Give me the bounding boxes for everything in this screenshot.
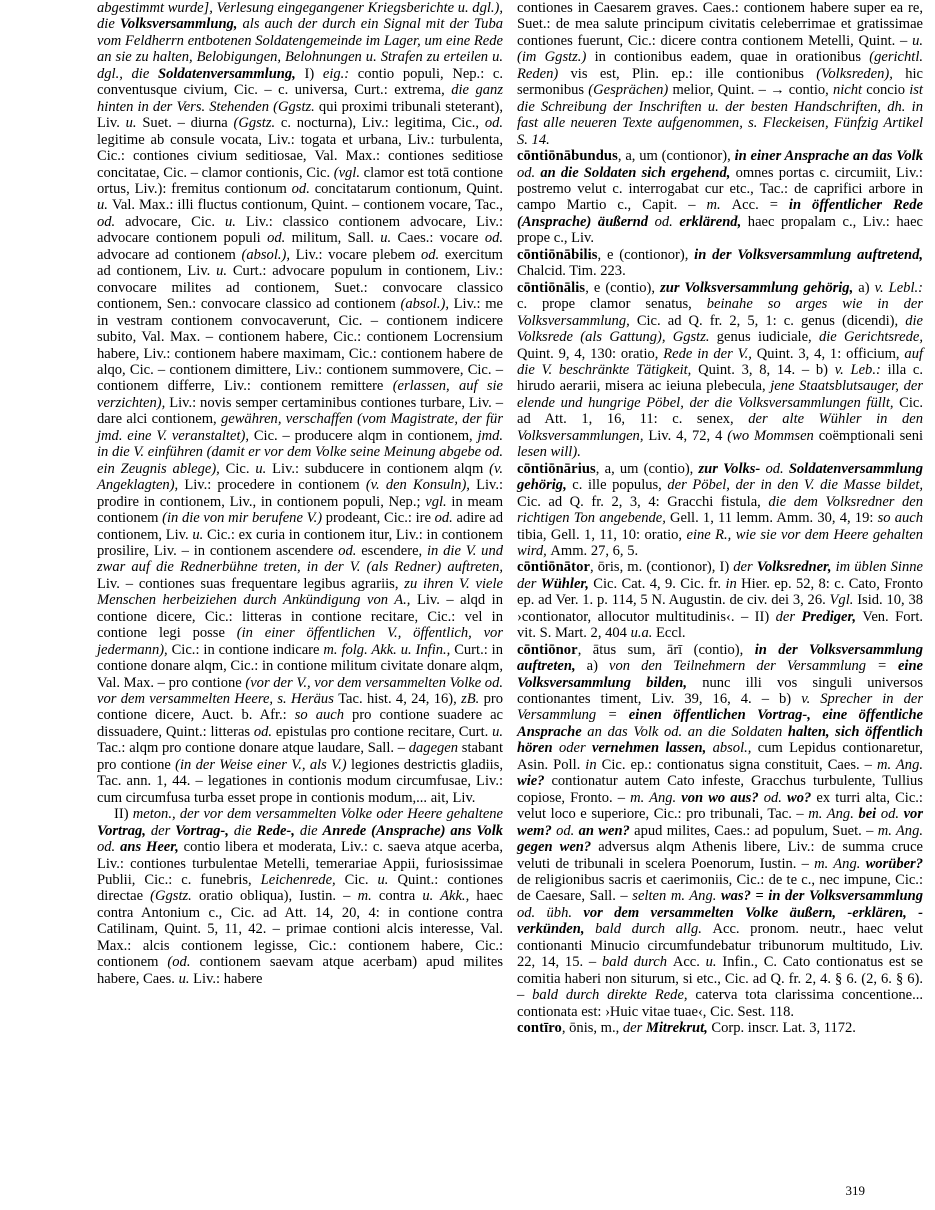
text-run: Liv.: habere: [193, 970, 263, 987]
text-run: (in der Weise einer V., als V.): [175, 756, 351, 773]
text-run: in die V. und zwar auf die Rednerbühne treten, in der V. (als Redner) auftreten,: [97, 542, 504, 576]
text-run: erklärend,: [679, 213, 748, 230]
text-run: legiones destrictis gladiis, Tac. ann. 1, 44. – legationes in contionis modum circumfusae, Liv.: cum circumfusa turba esset prope in contionis modum,... ait, Liv.: [97, 756, 503, 806]
text-run: contio libera et moderata, Liv.: c. saeva atque acerba, Liv.: contiones turbulentae Metelli, temerariae Appii, furiosissimae Publii, Cic.: c. funebris,: [97, 839, 503, 889]
text-run: adire ad contionem, Liv.: [97, 510, 503, 543]
text-run: od.: [421, 246, 445, 263]
text-run: bald durch: [601, 954, 673, 971]
text-run: Liv. 4, 72, 4: [648, 427, 728, 444]
text-run: caterva tota clarissima concentione... contionata est: ›Huic vitae tuae‹, Cic. Sest. 118.: [517, 987, 923, 1020]
text-run: Rede-,: [256, 822, 295, 839]
text-run: Acc.: [672, 954, 706, 971]
text-run: Eccl.: [656, 625, 686, 642]
text-run: Chalcid. Tim. 223.: [517, 263, 626, 280]
text-run: apud milites, Caes.: ad populum, Suet. –: [634, 822, 878, 839]
text-run: meton., der vor dem versammelten Volke oder Heere gehaltene: [132, 806, 504, 823]
text-run: bald durch direkte Rede,: [532, 987, 696, 1004]
text-run: Volksredner,: [756, 559, 836, 576]
text-run: dagegen: [408, 740, 462, 757]
dictionary-entry: [517, 247, 923, 280]
text-run: militum, Sall.: [291, 230, 381, 247]
text-run: die dem Volksredner den richtigen Ton angebende,: [517, 493, 923, 527]
text-run: Quint. 3, 4, 1: officium,: [756, 345, 905, 362]
text-run: die Gerichtsrede,: [818, 329, 923, 346]
text-run: u.: [255, 460, 273, 477]
text-run: vgl.: [425, 493, 452, 510]
text-run: Cic.: [225, 460, 256, 477]
text-run: Cic. Cat. 4, 9. Cic. fr.: [593, 575, 726, 592]
text-run: qui proximi tribunali steterant), Liv.: [97, 98, 503, 132]
text-run: an die Soldaten sich ergehend,: [540, 164, 736, 181]
text-run: u.: [492, 723, 503, 740]
text-run: (v. den Konsuln),: [365, 477, 477, 494]
text-run: (od.: [167, 954, 200, 971]
text-run: Ven. Fort. vit. S. Mart. 2, 404: [517, 608, 923, 642]
text-run: pro contione dicere, Auct. b. Afr.:: [97, 691, 503, 724]
text-run: Cic. ep.: contionatus signa constituit, Caes. –: [601, 756, 877, 773]
text-block: [97, 0, 503, 806]
text-run: Anrede (Ansprache) ans Volk: [322, 822, 504, 839]
text-run: Infin., C. Cato contionatus est se comitia haberi non siturum, si etc., Cic. ad Q. fr. 2, 4. § 6. (2, 6. § 6). –: [517, 954, 923, 1004]
text-run: auf die V. beschränkte Tätigkeit,: [517, 345, 924, 378]
text-run: clamor est totā contione ortus, Liv.): fremitus contionum: [97, 164, 503, 197]
text-run: contra: [378, 888, 423, 905]
text-run: nunc illi vos singuli universos contionantes timent, Liv. 39, 16, 4. – b): [517, 674, 923, 708]
text-run: an wen?: [578, 822, 635, 839]
text-run: u.: [216, 263, 233, 280]
text-run: Cic. – producere alqm in contionem,: [253, 427, 478, 444]
text-run: Liv.: subducere in contionem alqm: [272, 460, 490, 477]
text-run: der: [733, 559, 757, 576]
text-run: einen öffentlichen Vortrag-, eine öffentliche Ansprache: [517, 707, 923, 740]
text-run: II): [114, 806, 133, 823]
page-number: 319: [845, 1183, 865, 1198]
text-block: [97, 806, 503, 987]
text-run: melior, Quint. – → contio,: [672, 82, 833, 99]
text-run: (Gesprächen): [588, 82, 673, 99]
text-block: [517, 0, 923, 148]
text-run: Caes.: vocare: [397, 230, 485, 247]
text-run: haec propalam c., Liv.: haec prope c., Liv.: [517, 213, 923, 247]
text-run: cum Lepidus contionaretur, Asin. Poll.: [517, 740, 924, 773]
text-run: u.: [125, 115, 143, 132]
dictionary-entry: [517, 1020, 923, 1036]
text-run: u.: [192, 526, 207, 543]
text-run: advocare ad contionem: [97, 246, 242, 263]
text-run: Liv.: prodire in contionem, Liv., in contionem populi, Nep.;: [97, 477, 503, 510]
text-run: (vor der V., vor dem versammelten Volke od. vor dem versammelten Heere, s. Heräus: [97, 674, 503, 708]
text-run: od.: [338, 542, 362, 559]
text-run: Curt.: advocare populum in contionem, Liv.: convocare milites ad contionem, Suet.: convocare classico contionem, Sen.: convocare classico ad contionem: [97, 263, 504, 313]
text-run: Cic.: [344, 872, 378, 889]
text-run: worüber?: [865, 855, 923, 872]
text-run: (in einer öffentlichen V., öffentlich, vor jedermann),: [97, 625, 503, 658]
text-run: lesen will).: [517, 444, 581, 461]
text-run: in: [585, 756, 602, 773]
text-run: abgestimmt wurde], Verlesung eingegangener Kriegsberichte u. dgl.), die: [97, 0, 503, 33]
text-run: haec contra Antonium c., Cic. ad Att. 14, 20, 4: in contione contra Catilinam, Quint. 5, 11, 42. – primae contioni alcis interesse, Val. Max.: alcis contionem legisse, Cic.: contionem habere, Cic.: contionem: [97, 888, 503, 971]
text-run: stabant pro contione: [97, 740, 503, 773]
text-run: der alte Wühler in den Volksversammlungen,: [517, 411, 923, 444]
text-run: Mitrekrut,: [645, 1020, 712, 1037]
entry-headword: cōntiōnārius: [517, 460, 596, 477]
text-run: , e (contio),: [585, 279, 661, 296]
text-run: wie?: [517, 773, 552, 790]
text-run: zB.: [461, 691, 484, 708]
text-run: ist die Schreibung der Inschriften u. der besten Handschriften, dh. in fast alle neueren Texte aufgenommen, s. Fleckeisen, Fünfzig Artikel S. 14.: [517, 82, 923, 148]
text-run: Vortrag,: [97, 822, 146, 839]
text-run: Cic. ad Att. 1, 16, 11: c. senex,: [517, 394, 923, 428]
text-run: der: [775, 608, 802, 625]
text-run: u. (im Ggstz.): [517, 32, 923, 66]
text-run: ex turri alta, Cic.: velut loco e superiore, Cic.: pro tribunali, Tac. –: [517, 789, 923, 823]
text-run: Tac. hist. 4, 24, 16),: [338, 691, 462, 708]
text-run: (Ggstz.: [150, 888, 199, 905]
text-run: , ōris, m. (contionor), I): [590, 559, 734, 576]
text-run: Hier. ep. 52, 8: c. Cato, Fronto ep. ad Ver. 1. p. 114, 5 N. Augustin. de civ. dei 3, 26.: [517, 575, 924, 609]
text-run: Cic.: ex curia in contionem itur, Liv.: in contionem prosilire, Liv. – in contionem ascendere: [97, 526, 503, 559]
text-run: m. Ang.: [877, 756, 923, 773]
text-run: illa c. hirudo aerarii, misera ac ieiuna plebecula,: [517, 361, 924, 395]
text-run: od.: [765, 460, 789, 477]
text-run: exercitum ad contionem, Liv.: [97, 246, 503, 280]
dictionary-entry: [517, 559, 923, 641]
right-text-column: [517, 0, 923, 1175]
text-run: Liv. – contiones suas frequentare legibus agrariis,: [97, 575, 405, 592]
text-run: der: [622, 1020, 646, 1037]
text-run: Curt.: in contione donare alqm, Cic.: in contione militum civitate donare alqm, Val. Max. – pro contione: [97, 641, 503, 691]
text-run: Vortrag-,: [175, 822, 229, 839]
text-run: (v. Angeklagten),: [97, 460, 503, 494]
text-run: (absol.),: [400, 296, 454, 313]
text-run: an das Volk od. an die Soldaten: [587, 723, 788, 740]
text-run: oratio obliqua), Iustin. –: [198, 888, 358, 905]
text-run: c. nocturna), Liv.: legitima, Cic.,: [280, 115, 485, 132]
text-run: Amm. 27, 6, 5.: [550, 542, 639, 559]
text-run: Isid. 10, 38 ›contionator, allocutor multitudinis‹. – II): [517, 592, 924, 625]
text-run: c. prope clamor senatus,: [517, 296, 707, 313]
dictionary-entry: [517, 642, 923, 1020]
text-run: c. ille populus,: [572, 477, 668, 494]
text-run: od.: [517, 164, 541, 181]
text-run: od.: [253, 723, 276, 740]
text-run: was? = in der Volksversammlung: [720, 888, 923, 905]
text-run: v. Lebl.:: [874, 279, 923, 296]
text-run: od.: [880, 806, 904, 823]
text-run: , ōnis, m.,: [561, 1020, 623, 1037]
left-text-column: [97, 0, 503, 1175]
text-run: od.: [484, 230, 504, 247]
text-run: Vgl.: [829, 592, 858, 609]
text-run: concitatarum contionum, Quint.: [314, 180, 503, 197]
text-run: u.: [97, 197, 112, 214]
entry-headword: cōntiōnābilis: [517, 246, 598, 263]
text-run: od.: [267, 230, 292, 247]
text-run: a): [586, 658, 610, 675]
text-run: u.: [224, 213, 246, 230]
text-run: pro contione suadere ac dissuadere, Quint.: litteras: [97, 707, 503, 740]
text-run: m. Ang.: [808, 806, 859, 823]
text-run: in der Volksversammlung auftretend,: [694, 246, 923, 263]
text-run: tibia, Gell. 1, 11, 10: oratio,: [517, 526, 687, 543]
text-run: der Pöbel, der in den V. die Masse bildet,: [667, 477, 923, 494]
text-run: u.: [178, 970, 194, 987]
text-run: Quint. 3, 8, 14. – b): [698, 361, 835, 378]
text-run: (Ggstz.: [233, 115, 281, 132]
text-run: a): [858, 279, 875, 296]
text-run: wo?: [787, 789, 817, 806]
text-run: Cic. ad Q. fr. 2, 5, 1: c. genus (dicendi),: [636, 312, 906, 329]
text-run: halten, sich öffentlich hören: [517, 723, 923, 757]
text-run: in: [725, 575, 742, 592]
text-run: vor wem?: [517, 806, 923, 839]
text-run: prodeant, Cic.: ire: [325, 510, 435, 527]
text-run: hic sermonibus: [517, 65, 923, 99]
text-run: als auch der durch ein Signal mit der Tuba vom Feldherrn entbotenen Soldatengemeinde im Lager, um eine Rede an sie zu halten, Belobigungen, Belohnungen u. Strafen zu erteilen u. dgl., die: [97, 16, 503, 82]
text-run: od.: [484, 115, 504, 132]
text-run: zur Volksversammlung gehörig,: [660, 279, 859, 296]
text-run: Suet. – diurna: [142, 115, 234, 132]
text-run: in einer Ansprache an das Volk: [734, 148, 923, 165]
text-run: contio populi, Nep.: c. conventusque civium, Cic. – c. universa, Curt.: extrema,: [97, 65, 504, 99]
text-run: von wo aus?: [681, 789, 764, 806]
entry-headword: contīro: [517, 1020, 562, 1037]
text-run: vis est, Plin. ep.: ille contionibus: [570, 65, 817, 82]
entry-headword: cōntiōnor: [517, 641, 578, 658]
text-run: ans Heer,: [120, 839, 184, 856]
text-run: od.: [556, 822, 579, 839]
text-run: Cic. ad Q. fr. 2, 3, 4: Gracchi fistula,: [517, 493, 769, 510]
text-run: die: [294, 822, 323, 839]
entry-headword: cōntiōnātor: [517, 559, 591, 576]
text-run: od. übh.: [517, 904, 584, 921]
text-run: von den Teilnehmern der Versammlung =: [609, 658, 898, 675]
text-run: (vgl.: [333, 164, 364, 181]
text-run: (absol.),: [241, 246, 296, 263]
text-run: epistulas pro contione recitare, Curt.: [275, 723, 493, 740]
text-run: im üblen Sinne der: [517, 559, 923, 592]
text-run: bald durch allg.: [595, 921, 713, 938]
text-run: Quint. 9, 4, 130: oratio,: [517, 345, 664, 362]
text-run: (in die von mir berufene V.): [162, 510, 326, 527]
text-run: contionem saevam atque acerbam) apud milites habere, Caes.: [97, 954, 503, 987]
text-run: m. Ang.: [877, 822, 923, 839]
text-run: od.: [434, 510, 457, 527]
dictionary-entry: [517, 148, 923, 247]
text-run: legitime ab consule vocata, Liv.: togata et urbana, Liv.: turbulenta, Cic.: contiones civium seditiosae, Val. Max.: contiones seditiose concitatae, Cic. – clamor contionis, Cic.: [97, 131, 503, 181]
dictionary-entry: [517, 280, 923, 461]
text-run: omnes portas c. circumiit, Liv.: postremo velut c. interrogabat cur etc., Tac.: de caprifici arbore in campo Martio c., Capit. –: [517, 164, 923, 214]
text-run: od.: [97, 839, 121, 856]
text-run: bei: [858, 806, 881, 823]
text-run: od.: [97, 213, 126, 230]
text-run: u. Akk.,: [422, 888, 477, 905]
text-run: gewähren, verschaffen (vom Magistrate, der für jmd. eine V. veranstaltet),: [97, 411, 503, 444]
text-run: Acc. pronom. neutr., haec velut contionanti Minucio circumfundebatur tribunorum multitudo, Liv. 22, 14, 15. –: [517, 921, 924, 971]
text-run: Liv. – alqd in contione dicere, Cic.: litteras in contione recitare, Cic.: vel in contione legi posse: [97, 592, 503, 642]
text-run: zu ihren V. viele Menschen herbeiziehen durch Ankündigung von A.,: [97, 575, 503, 609]
text-run: jmd. in die V. einführen (damit er vor dem Volke seine Meinung abgebe od. ein Zeugnis ablege),: [97, 427, 503, 477]
text-run: die Volksrede (als Gattung), Ggstz.: [517, 312, 923, 346]
text-run: Gell. 1, 11 lemm. Amm. 30, 4, 19:: [670, 510, 878, 527]
text-run: vernehmen lassen,: [591, 740, 713, 757]
text-run: eine R., wie sie vor dem Heere gehalten wird,: [517, 526, 923, 559]
text-run: m.: [357, 888, 379, 905]
text-run: v. Sprecher in der Versammlung =: [517, 691, 924, 724]
text-run: , e (contionor),: [597, 246, 695, 263]
text-run: coëmptionali seni: [818, 427, 924, 444]
text-run: genus iudiciale,: [716, 329, 819, 346]
text-run: Corp. inscr. Lat. 3, 1172.: [711, 1020, 856, 1037]
text-run: de religionibus sacris et caerimoniis, Cic.: de te c., nec impune, Cic.: de Caesare, Sall. –: [517, 872, 923, 905]
text-run: Acc. =: [731, 197, 789, 214]
text-run: in öffentlicher Rede (Ansprache) äußernd: [517, 197, 923, 230]
text-run: m. Ang.: [814, 855, 866, 872]
text-run: concio: [866, 82, 910, 99]
text-run: so auch: [877, 510, 923, 527]
text-run: die ganz hinten in der Vers. Stehenden (Ggstz.: [97, 82, 503, 115]
text-run: Liv.: classico contionem advocare, Liv.: advocare contionem populi: [97, 213, 503, 247]
text-run: , ātus sum, ārī (contio),: [577, 641, 755, 658]
text-run: Liv.: me in vestram contionem convocaverunt, Cic. – contionem indicere subito, Val. Max. – contionem habere, Cic.: contionem Locrensium habere, Liv.: contionem habere maximam, Cic.: contionem habere de alqo, Cic. – contionem dimittere, Liv.: contionem summovere, Cic. – contionem differre, Liv.: contionem remittere: [97, 296, 504, 395]
text-run: Quint.: contiones directae: [97, 872, 504, 905]
text-run: selten m. Ang.: [632, 888, 721, 905]
text-run: u.: [377, 872, 398, 889]
text-run: jene Staatsblutsauger, der elende und hungrige Pöbel, der die Volksversammlungen füllt,: [517, 378, 923, 411]
text-run: in meam contionem: [97, 493, 504, 527]
text-run: adversus alqm Athenis libere, Liv.: de summa cruce veluti de tribunali in scelera Poenorum, Iustin. –: [517, 839, 923, 872]
text-run: Liv.: procedere in contionem: [184, 477, 366, 494]
text-run: (gerichtl. Reden): [517, 49, 923, 82]
text-run: nicht: [832, 82, 867, 99]
text-run: zur Volks-: [698, 460, 766, 477]
text-run: m. Ang.: [630, 789, 682, 806]
text-run: od.: [654, 213, 680, 230]
text-run: contiones in Caesarem graves. Caes.: contionem habere super ea re, Suet.: de mea salute principum civitatis celeberrimae et gratissimae contiones fuerunt, Cic.: dicere contra contionem Metelli, Quint. –: [517, 0, 923, 49]
text-run: Rede in der V.,: [663, 345, 757, 362]
text-run: escendere,: [361, 542, 428, 559]
text-run: (Volksreden),: [816, 65, 906, 82]
text-run: Leichenrede,: [260, 872, 345, 889]
text-run: (wo Mommsen: [727, 427, 819, 444]
text-run: absol.,: [712, 740, 758, 757]
text-run: gegen wen?: [517, 839, 599, 856]
text-run: Liv.: novis semper certaminibus contiones turbare, Liv. – dare alci contionem,: [97, 394, 503, 428]
text-run: beinahe so arges wie in der Volksversammlung,: [517, 296, 923, 329]
text-run: Volksversammlung,: [119, 16, 238, 33]
text-run: , a, um (contio),: [595, 460, 699, 477]
text-run: od.: [763, 789, 787, 806]
text-run: eig.:: [322, 65, 358, 82]
text-run: , a, um (contionor),: [617, 148, 735, 165]
text-run: v. Leb.:: [834, 361, 888, 378]
text-run: Soldatenversammlung gehörig,: [517, 460, 923, 494]
dictionary-entry: [517, 461, 923, 560]
text-run: advocare, Cic.: [125, 213, 225, 230]
text-run: u.: [380, 230, 398, 247]
text-run: der: [145, 822, 176, 839]
text-run: Liv.: vocare plebem: [295, 246, 421, 263]
text-run: Wühler,: [540, 575, 594, 592]
text-run: I): [295, 65, 323, 82]
text-run: in der Volksversammlung auftreten,: [517, 641, 923, 675]
text-run: Val. Max.: illi fluctus contionum, Quint. – contionem vocare, Tac.,: [111, 197, 503, 214]
text-run: (erlassen, auf sie verzichten),: [97, 378, 503, 411]
text-run: oder: [558, 740, 592, 757]
text-run: Soldatenversammlung,: [158, 65, 296, 82]
text-run: in contionibus eadem, quae in orationibus: [594, 49, 870, 66]
text-run: contionatur autem Cato infeste, Gracchus turbulente, Tullius copiose, Fronto. –: [517, 773, 923, 806]
text-run: u.: [705, 954, 723, 971]
text-run: m. folg. Akk. u. Infin.,: [323, 641, 455, 658]
text-run: m.: [706, 197, 732, 214]
text-run: eine Volksversammlung bilden,: [517, 658, 923, 691]
text-run: Tac.: alqm pro contione donare atque laudare, Sall. –: [97, 740, 409, 757]
text-run: od.: [291, 180, 315, 197]
text-run: die: [228, 822, 257, 839]
text-run: u.a.: [630, 625, 657, 642]
entry-headword: cōntiōnābundus: [517, 148, 618, 165]
text-run: Prediger,: [801, 608, 863, 625]
text-run: Cic.: in contione indicare: [171, 641, 324, 658]
text-run: so auch: [294, 707, 353, 724]
entry-headword: cōntiōnālis: [517, 279, 586, 296]
text-run: vor dem versammelten Volke äußern, -erklären, -verkünden,: [517, 904, 923, 938]
